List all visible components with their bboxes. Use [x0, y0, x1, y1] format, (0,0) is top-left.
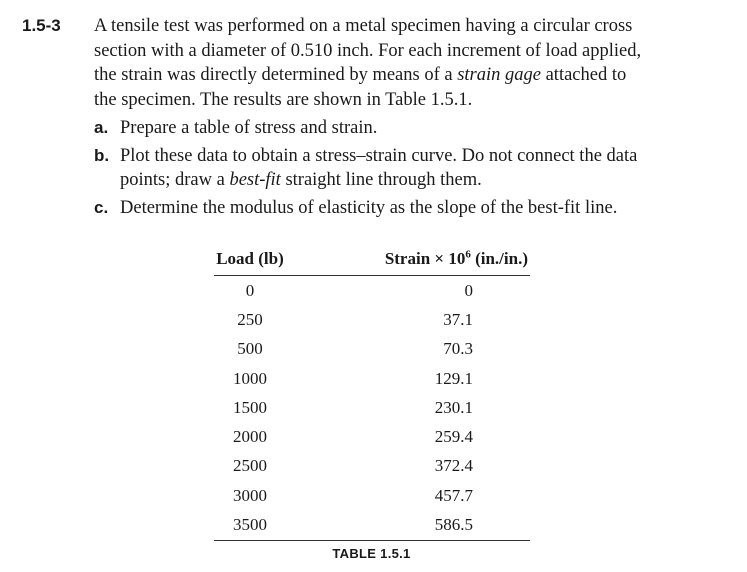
part-c — [94, 196, 734, 221]
statement-text: the strain was directly determined by means of a — [94, 65, 458, 85]
statement-line: the specimen. The results are shown in Table 1.5.1. — [94, 89, 473, 110]
part-label: c. — [94, 197, 109, 217]
load-cell: 2500 — [233, 456, 267, 476]
strain-cell: 129.1 — [434, 368, 473, 388]
table-row — [214, 335, 530, 364]
part-text — [120, 168, 734, 193]
strain-header-exponent: 6 — [465, 248, 471, 261]
load-cell: 500 — [237, 339, 263, 359]
strain-cell: 230.1 — [434, 397, 473, 417]
statement-line — [94, 63, 726, 88]
load-cell: 0 — [245, 280, 255, 300]
part-emphasis: best-fit — [229, 170, 281, 190]
table-row — [214, 422, 530, 451]
strain-cell: 37.1 — [443, 309, 473, 329]
strain-cell: 457.7 — [434, 485, 473, 505]
load-column-header: Load (lb) — [214, 241, 286, 276]
part-label: a. — [94, 118, 109, 137]
strain-header-units: (in./in.) — [470, 249, 528, 268]
part-text-span: straight line through them. — [280, 170, 482, 190]
table-row — [214, 481, 530, 510]
part-text: Plot these data to obtain a stress–strain curve. Do not connect the data — [120, 145, 638, 166]
table-caption — [0, 546, 747, 561]
part-text-span: points; draw a — [120, 170, 230, 190]
table-row — [214, 393, 530, 422]
part-label: b. — [94, 145, 110, 165]
table-row — [214, 276, 530, 306]
strain-header-text: Strain × 10 — [384, 249, 466, 268]
problem-parts — [94, 116, 734, 223]
part-a — [94, 116, 734, 141]
statement-line: section with a diameter of 0.510 inch. For each increment of load applied, — [94, 40, 642, 61]
table-row — [214, 452, 530, 481]
statement-line: A tensile test was performed on a metal specimen having a circular cross — [94, 16, 633, 36]
statement-text: attached to — [540, 65, 627, 85]
table-row — [214, 305, 530, 334]
table-caption-text: TABLE 1.5.1 — [332, 546, 411, 561]
part-text: Determine the modulus of elasticity as the slope of the best-fit line. — [120, 197, 618, 218]
part-b — [94, 144, 734, 193]
load-cell: 3500 — [214, 510, 286, 540]
strain-cell: 586.5 — [286, 510, 530, 540]
problem-statement — [94, 14, 726, 112]
load-cell: 1500 — [233, 397, 267, 417]
load-cell: 250 — [237, 309, 263, 329]
table-header-row — [214, 241, 530, 276]
part-text: Prepare a table of stress and strain. — [120, 118, 378, 138]
strain-cell: 259.4 — [434, 427, 473, 447]
strain-column-header — [286, 241, 530, 276]
strain-cell: 372.4 — [434, 456, 473, 476]
table-row — [214, 510, 530, 540]
statement-emphasis: strain gage — [457, 65, 541, 85]
table-row — [214, 364, 530, 393]
strain-cell: 70.3 — [443, 339, 473, 359]
load-cell: 1000 — [233, 368, 267, 388]
data-table — [214, 241, 530, 541]
problem-number: 1.5-3 — [22, 16, 61, 35]
load-cell: 3000 — [233, 485, 267, 505]
strain-cell: 0 — [464, 280, 473, 300]
load-cell: 2000 — [233, 427, 267, 447]
